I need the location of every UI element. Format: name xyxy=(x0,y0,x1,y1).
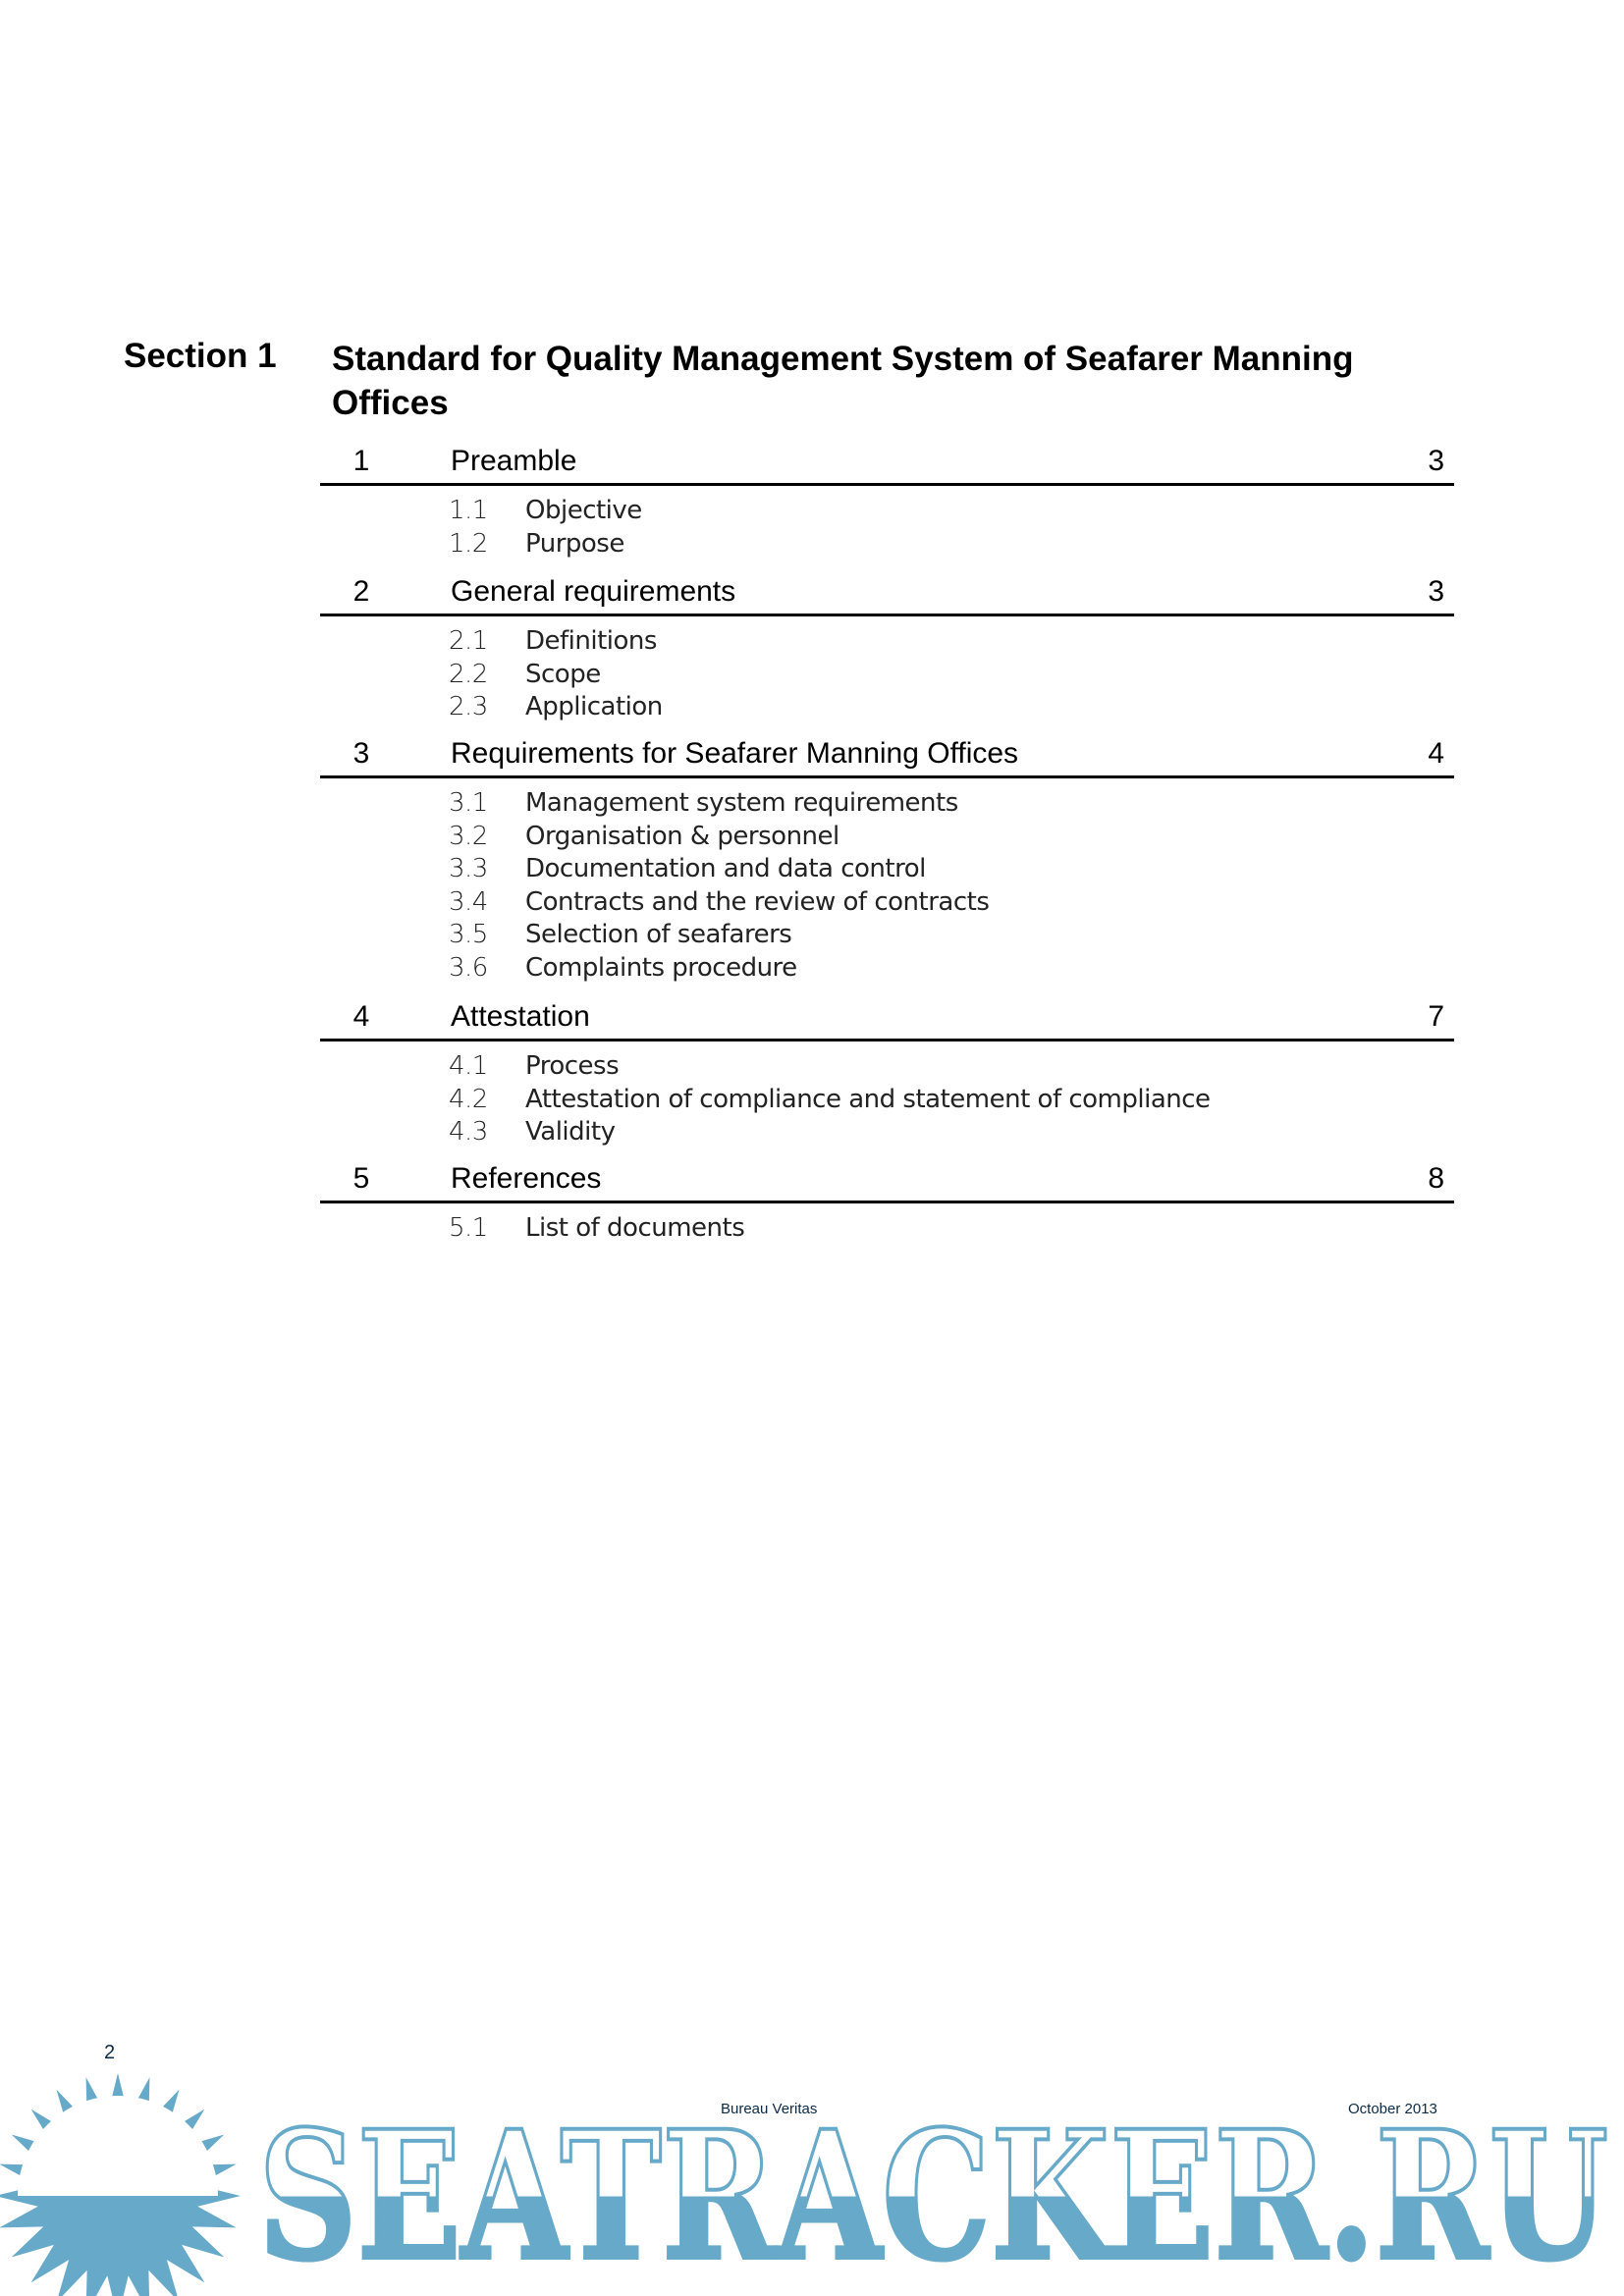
section-label: Section 1 xyxy=(124,337,277,375)
watermark-text: SEATRACKER.RU xyxy=(258,2093,1608,2296)
toc-heading-number: 2 xyxy=(352,575,370,608)
toc-subitem-number: 1.2 xyxy=(449,528,488,559)
toc-subitem-title: Selection of seafarers xyxy=(525,920,792,949)
toc-subitem-title: Process xyxy=(525,1051,620,1081)
divider xyxy=(320,614,1454,616)
footer-page-number: 2 xyxy=(104,2042,116,2063)
toc-subitem-number: 4.2 xyxy=(449,1084,488,1114)
toc-subitem-title: Management system requirements xyxy=(525,788,958,818)
watermark-logo xyxy=(0,2061,1624,2296)
toc-subitem-number: 5.1 xyxy=(449,1213,488,1243)
toc-heading-page: 3 xyxy=(1428,575,1444,608)
toc-subitem-title: Scope xyxy=(525,659,601,689)
toc-heading-page: 3 xyxy=(1428,445,1444,477)
toc-subitem-title: Purpose xyxy=(525,528,624,559)
toc-subitem-title: List of documents xyxy=(525,1213,745,1243)
toc-heading-number: 3 xyxy=(352,737,370,770)
toc-heading-title: References xyxy=(451,1162,602,1195)
toc-subitem-number: 4.3 xyxy=(449,1117,488,1147)
toc-heading-number: 1 xyxy=(352,445,370,477)
toc-subitem-number: 2.3 xyxy=(449,692,488,721)
divider xyxy=(320,775,1454,778)
toc-heading-title: Preamble xyxy=(451,445,577,477)
toc-subitem-number: 2.2 xyxy=(449,659,488,689)
toc-heading-page: 7 xyxy=(1428,1000,1444,1033)
toc-subitem-title: Validity xyxy=(525,1117,616,1147)
toc-subitem-number: 3.6 xyxy=(449,952,488,983)
divider xyxy=(320,1201,1454,1203)
toc-subitem-title: Complaints procedure xyxy=(525,952,797,983)
toc-subitem-number: 4.1 xyxy=(449,1051,488,1081)
footer-publisher: Bureau Veritas xyxy=(721,2101,818,2117)
footer-date: October 2013 xyxy=(1348,2101,1437,2117)
toc-subitem-number: 3.2 xyxy=(449,821,488,851)
toc-subitem-title: Definitions xyxy=(525,626,657,656)
toc-subitem-number: 3.4 xyxy=(449,886,488,917)
toc-subitem-title: Objective xyxy=(525,496,642,525)
toc-subitem-title: Documentation and data control xyxy=(525,854,926,883)
toc-heading-title: Requirements for Seafarer Manning Offices xyxy=(451,737,1019,770)
toc-subitem-title: Application xyxy=(525,692,663,721)
toc-heading-number: 4 xyxy=(352,1000,370,1033)
toc-subitem-number: 1.1 xyxy=(449,496,488,525)
toc-heading-page: 8 xyxy=(1428,1162,1444,1195)
toc-heading-title: Attestation xyxy=(451,1000,590,1033)
toc-subitem-title: Organisation & personnel xyxy=(525,821,839,851)
toc-subitem-title: Contracts and the review of contracts xyxy=(525,886,990,917)
toc-subitem-number: 3.3 xyxy=(449,854,488,883)
toc-heading-page: 4 xyxy=(1428,737,1444,770)
divider xyxy=(320,483,1454,486)
toc-subitem-title: Attestation of compliance and statement of compliance xyxy=(525,1084,1211,1114)
section-title: Standard for Quality Management System of Seafarer Manning Offices xyxy=(332,340,1354,422)
divider xyxy=(320,1039,1454,1041)
toc-subitem-number: 3.5 xyxy=(449,920,488,949)
sun-icon xyxy=(0,2073,241,2296)
toc-subitem-number: 2.1 xyxy=(449,626,488,656)
toc-heading-number: 5 xyxy=(352,1162,370,1195)
toc-subitem-number: 3.1 xyxy=(449,788,488,818)
toc-heading-title: General requirements xyxy=(451,575,736,608)
